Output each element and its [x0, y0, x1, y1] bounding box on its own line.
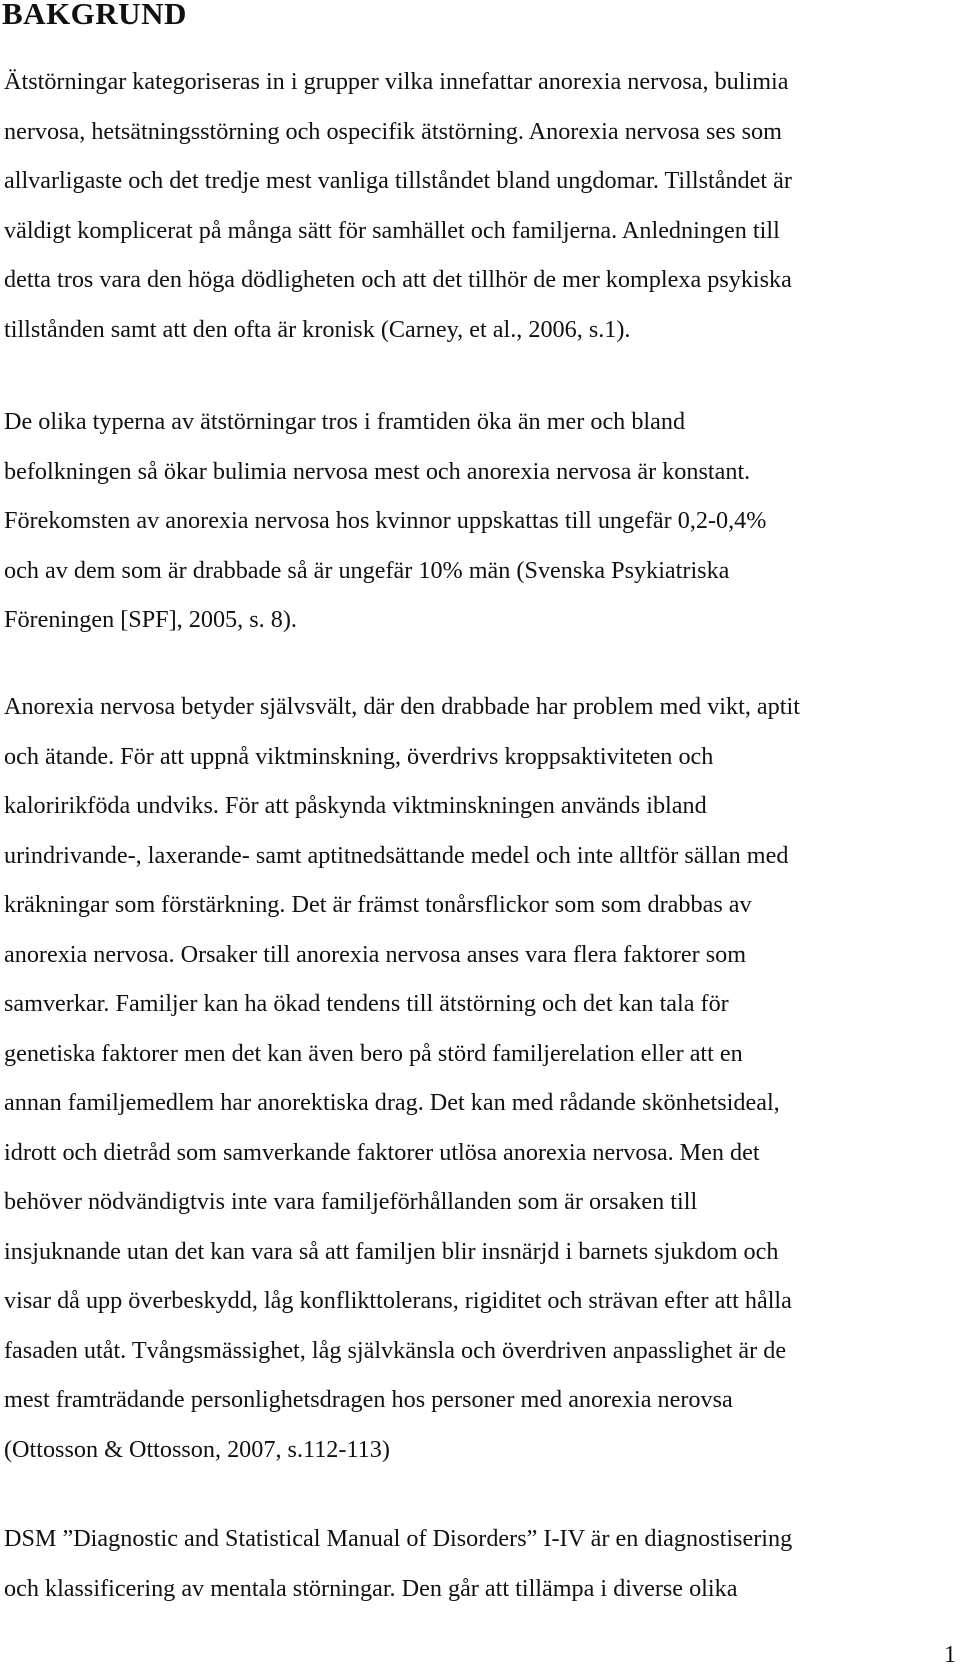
section-heading: BAKGRUND	[2, 0, 187, 31]
text-line: nervosa, hetsätningsstörning och ospecifik ätstörning. Anorexia nervosa ses som	[4, 117, 782, 145]
text-line: och ätande. För att uppnå viktminskning, överdrivs kroppsaktiviteten och	[4, 742, 714, 770]
text-line: De olika typerna av ätstörningar tros i framtiden öka än mer och bland	[4, 408, 686, 435]
text-line: Föreningen [SPF], 2005, s. 8).	[4, 606, 297, 633]
text-line: anorexia nervosa. Orsaker till anorexia nervosa anses vara flera faktorer som	[4, 940, 747, 968]
text-line: tillstånden samt att den ofta är kronisk (Carney, et al., 2006, s.1).	[4, 315, 631, 343]
paragraph-4	[4, 1514, 956, 1613]
text-line: behöver nödvändigtvis inte vara familjeförhållanden som är orsaken till	[4, 1188, 698, 1215]
paragraph-1	[4, 57, 956, 354]
text-line: och av dem som är drabbade så är ungefär 10% män (Svenska Psykiatriska	[4, 556, 730, 584]
paragraph-3	[4, 682, 956, 1474]
text-line: detta tros vara den höga dödligheten och att det tillhör de mer komplexa psykiska	[4, 266, 792, 293]
text-line: insjuknande utan det kan vara så att familjen blir insnärjd i barnets sjukdom och	[4, 1237, 779, 1265]
text-line: annan familjemedlem har anorektiska drag. Det kan med rådande skönhetsideal,	[4, 1089, 780, 1116]
text-line: DSM ”Diagnostic and Statistical Manual of Disorders” I-IV är en diagnostisering	[4, 1525, 793, 1552]
text-line: mest framträdande personlighetsdragen hos personer med anorexia nerovsa	[4, 1386, 733, 1413]
text-line: och klassificering av mentala störningar. Den går att tillämpa i diverse olika	[4, 1574, 738, 1602]
text-line: Ätstörningar kategoriseras in i grupper vilka innefattar anorexia nervosa, bulimia	[4, 68, 789, 95]
text-line: allvarligaste och det tredje mest vanliga tillståndet bland ungdomar. Tillståndet är	[4, 167, 792, 194]
text-line: idrott och dietråd som samverkande faktorer utlösa anorexia nervosa. Men det	[4, 1138, 760, 1166]
page-number: 1	[944, 1642, 956, 1668]
text-line: (Ottosson & Ottosson, 2007, s.112-113)	[4, 1435, 390, 1463]
text-line: väldigt komplicerat på många sätt för samhället och familjerna. Anledningen till	[4, 216, 780, 244]
text-line: kräkningar som förstärkning. Det är främst tonårsflickor som som drabbas av	[4, 891, 752, 918]
text-line: Förekomsten av anorexia nervosa hos kvinnor uppskattas till ungefär 0,2-0,4%	[4, 507, 767, 534]
text-line: urindrivande-, laxerande- samt aptitnedsättande medel och inte alltför sällan med	[4, 841, 789, 869]
text-line: befolkningen så ökar bulimia nervosa mest och anorexia nervosa är konstant.	[4, 457, 751, 485]
text-line: visar då upp överbeskydd, låg konflikttolerans, rigiditet och strävan efter att hålla	[4, 1287, 792, 1314]
text-line: samverkar. Familjer kan ha ökad tendens till ätstörning och det kan tala för	[4, 990, 729, 1017]
text-line: Anorexia nervosa betyder självsvält, där den drabbade har problem med vikt, aptit	[4, 693, 800, 720]
text-line: kaloririkföda undviks. För att påskynda viktminskningen används ibland	[4, 792, 707, 819]
text-line: fasaden utåt. Tvångsmässighet, låg självkänsla och överdriven anpasslighet är de	[4, 1336, 787, 1364]
paragraph-2	[4, 397, 956, 645]
text-line: genetiska faktorer men det kan även bero på störd familjerelation eller att en	[4, 1039, 743, 1067]
